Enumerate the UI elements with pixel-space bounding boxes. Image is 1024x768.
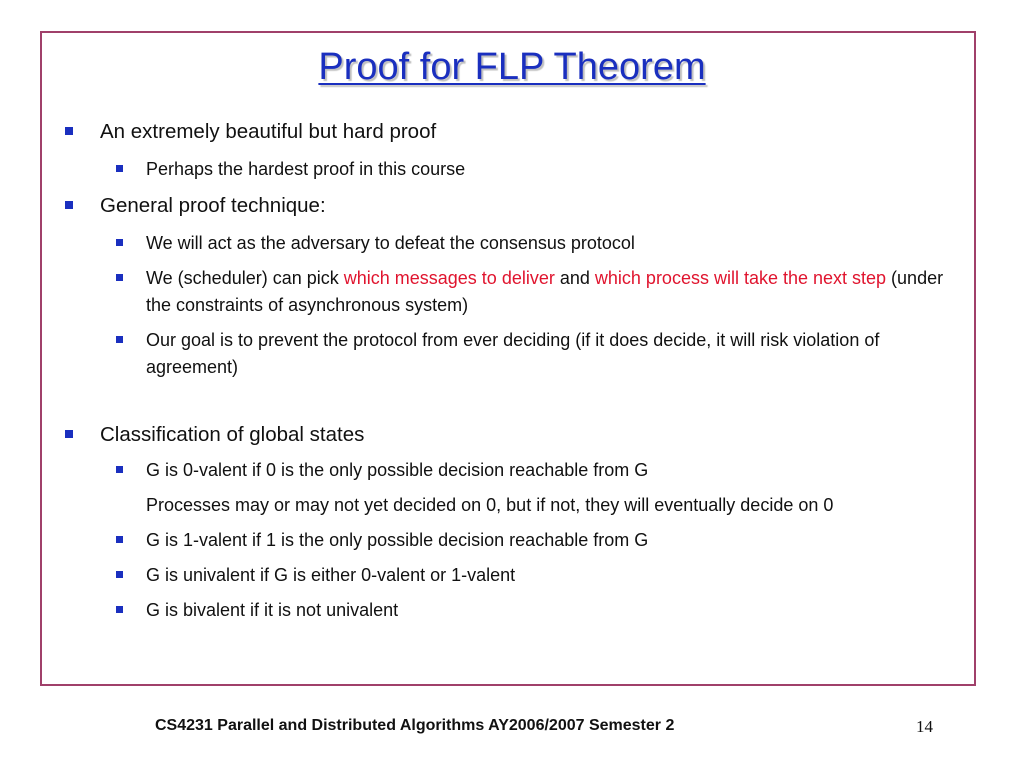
highlight-text: which process will take the next step xyxy=(594,268,887,288)
sub-bullet-text: G is bivalent if it is not univalent xyxy=(146,600,399,620)
sub-bullet-note xyxy=(60,492,950,519)
bullet-text: General proof technique: xyxy=(100,194,326,217)
square-bullet-icon xyxy=(65,127,73,135)
slide-footer: CS4231 Parallel and Distributed Algorithms AY2006/2007 Semester 2 xyxy=(155,717,675,734)
square-bullet-icon xyxy=(65,430,73,438)
square-bullet-icon xyxy=(116,274,123,281)
bullet-item xyxy=(60,118,950,146)
sub-bullet-item xyxy=(60,156,950,183)
sub-bullet-text: We (scheduler) can pick which messages to deliver and which process will take the next step (under the constraints of asynchronous system) xyxy=(146,268,944,315)
bullet-item xyxy=(60,192,950,220)
square-bullet-icon xyxy=(116,165,123,172)
sub-bullet-item xyxy=(60,327,950,381)
note-text: Processes may or may not yet decided on 0, but if not, they will eventually decide on 0 xyxy=(146,495,834,515)
sub-bullet-text: G is univalent if G is either 0-valent or 1-valent xyxy=(146,565,516,585)
sub-bullet-text: We will act as the adversary to defeat the consensus protocol xyxy=(146,233,635,253)
square-bullet-icon xyxy=(116,466,123,473)
bullet-text: An extremely beautiful but hard proof xyxy=(100,120,437,143)
sub-bullet-item xyxy=(60,527,950,554)
sub-bullet-item xyxy=(60,562,950,589)
square-bullet-icon xyxy=(116,239,123,246)
sub-bullet-text: G is 1-valent if 1 is the only possible decision reachable from G xyxy=(146,530,649,550)
sub-bullet-item xyxy=(60,457,950,484)
square-bullet-icon xyxy=(116,606,123,613)
sub-bullet-text: G is 0-valent if 0 is the only possible decision reachable from G xyxy=(146,460,649,480)
slide-content xyxy=(60,118,950,624)
bullet-item xyxy=(60,421,950,449)
highlight-text: which messages to deliver xyxy=(343,268,555,288)
page-number: 14 xyxy=(916,717,933,736)
slide-title: Proof for FLP Theorem xyxy=(318,46,706,88)
square-bullet-icon xyxy=(116,336,123,343)
sub-bullet-text: Our goal is to prevent the protocol from ever deciding (if it does decide, it will risk violation of agreement) xyxy=(146,330,880,377)
bullet-text: Classification of global states xyxy=(100,423,365,446)
square-bullet-icon xyxy=(116,536,123,543)
sub-bullet-item xyxy=(60,597,950,624)
sub-bullet-text: Perhaps the hardest proof in this course xyxy=(146,159,466,179)
sub-bullet-item xyxy=(60,265,950,319)
square-bullet-icon xyxy=(65,201,73,209)
square-bullet-icon xyxy=(116,571,123,578)
sub-bullet-item xyxy=(60,230,950,257)
